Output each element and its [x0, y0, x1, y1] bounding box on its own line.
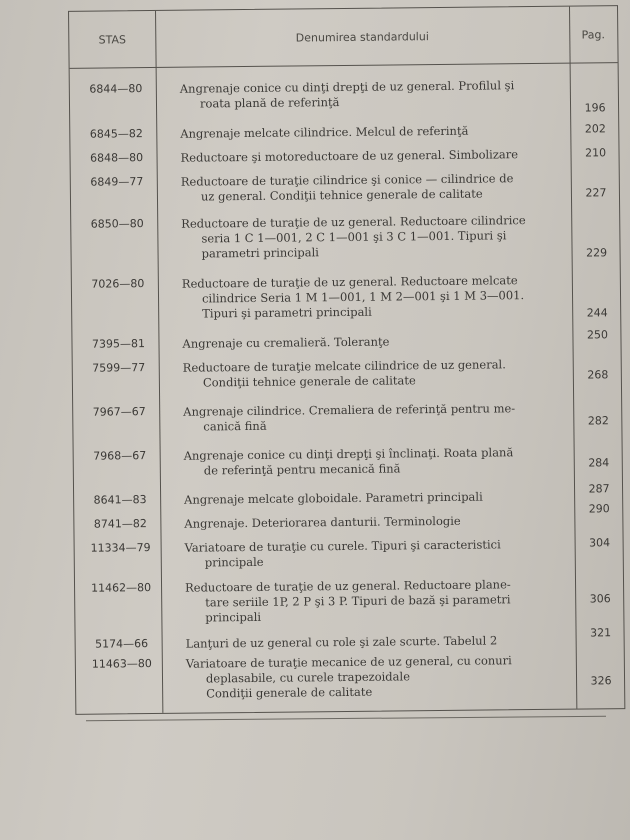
page-number: 227 — [585, 186, 607, 200]
stas-code: 7599—77 — [92, 361, 146, 375]
standard-name: Reductoare de turaţie de uz general. Reductoare cilindrice seria 1 C 1—001, 2 C 1—001 şi 3 C 1—001. Tipuri şi parametri principali — [181, 213, 526, 261]
table-row — [73, 356, 621, 390]
table-row — [72, 272, 620, 321]
standard-name: Angrenaje conice cu dinţi drepţi de uz general. Profilul şi roata plană de referinţă — [179, 78, 515, 111]
stas-code: 8741—82 — [93, 517, 147, 531]
table-row — [72, 328, 620, 351]
table-row — [70, 122, 618, 141]
standard-name: Reductoare de turaţie melcate cilindrice de uz general. Condiţii tehnice generale de calitate — [182, 357, 506, 390]
standard-name: Reductoare de turaţie de uz general. Reductoare plane- tare seriile 1P, 2 P şi 3 P. Tipuri de bază şi parametri principali — [184, 577, 511, 625]
page-number: 287 — [588, 482, 610, 496]
stas-code: 8641—83 — [93, 493, 147, 507]
table-row — [74, 512, 622, 531]
table-row — [71, 170, 619, 204]
table-row — [75, 536, 623, 570]
page-number: 268 — [587, 368, 609, 382]
table-row — [73, 400, 621, 434]
stas-code: 11463—80 — [91, 657, 152, 671]
page-number: 290 — [588, 502, 610, 516]
standard-name: Reductoare de turaţie cilindrice şi conice — cilindrice de uz general. Condiţii tehnice generale de calitate — [180, 171, 514, 204]
stas-code: 7967—67 — [92, 405, 146, 419]
standard-name: Angrenaje cilindrice. Cremaliera de referinţă pentru me- canică fină — [183, 401, 516, 434]
stas-code: 7026—80 — [91, 277, 145, 291]
table-row — [70, 77, 618, 115]
page-number: 202 — [584, 122, 606, 136]
page-number: 326 — [590, 674, 612, 688]
table-row — [70, 146, 618, 165]
stas-code: 6848—80 — [89, 151, 144, 165]
page-number: 282 — [587, 414, 609, 428]
stas-code: 11462—80 — [90, 581, 152, 595]
header-stas: STAS — [98, 32, 127, 47]
standard-name: Lanţuri de uz general cu role şi zale scurte. Tabelul 2 — [185, 633, 498, 651]
header-page: Pag. — [581, 27, 606, 42]
stas-code: 7968—67 — [93, 449, 147, 463]
stas-code: 6845—82 — [89, 127, 143, 141]
page-number: 284 — [588, 456, 610, 470]
stas-code: 7395—81 — [91, 337, 146, 351]
page-number: 306 — [589, 592, 611, 606]
page-number: 229 — [586, 246, 608, 260]
standard-name: Reductoare de turaţie de uz general. Reductoare melcate cilindrice Seria 1 M 1—001, 1 M 2—001 şi 1 M 3—001. Tipuri şi parametri principali — [181, 273, 525, 321]
page-number: 210 — [584, 146, 607, 160]
standard-name: Angrenaje melcate cilindrice. Melcul de referinţă — [180, 123, 469, 141]
standard-name: Angrenaje conice cu dinţi drepţi şi înclinaţi. Roata plană de referinţă pentru mecanică fină — [183, 445, 514, 478]
standard-name: Angrenaje cu cremalieră. Toleranţe — [182, 334, 390, 351]
page-number: 196 — [584, 101, 606, 115]
standard-name: Variatoare de turaţie mecanice de uz general, cu conuri deplasabile, cu curele trapezoidale Condiţii generale de calitate — [185, 653, 512, 701]
table-row — [71, 212, 619, 261]
table-row — [74, 444, 622, 478]
page-number: 321 — [589, 626, 612, 640]
table-row — [76, 652, 624, 701]
stas-code: 5174—66 — [95, 637, 149, 651]
table-row — [76, 626, 624, 651]
page-number: 304 — [589, 536, 611, 550]
header-name: Denumirea standardului — [295, 29, 429, 44]
stas-code: 6849—77 — [90, 175, 144, 189]
page-number: 244 — [586, 306, 608, 320]
standards-table — [68, 5, 625, 715]
stas-code: 11334—79 — [90, 541, 151, 555]
table-row — [74, 482, 622, 496]
standard-name: Angrenaje melcate globoidale. Parametri principali — [184, 489, 483, 507]
standard-name: Reductoare şi motoreductoare de uz general. Simbolizare — [180, 147, 519, 165]
standard-name: Angrenaje. Deteriorarea danturii. Terminologie — [184, 513, 461, 531]
standard-name: Variatoare de turaţie cu curele. Tipuri şi caracteristici principale — [184, 537, 501, 570]
bottom-rule — [86, 716, 606, 722]
table-row — [75, 576, 623, 625]
stas-code: 6850—80 — [90, 217, 144, 231]
page-number: 250 — [586, 328, 609, 342]
stas-code: 6844—80 — [89, 82, 143, 96]
